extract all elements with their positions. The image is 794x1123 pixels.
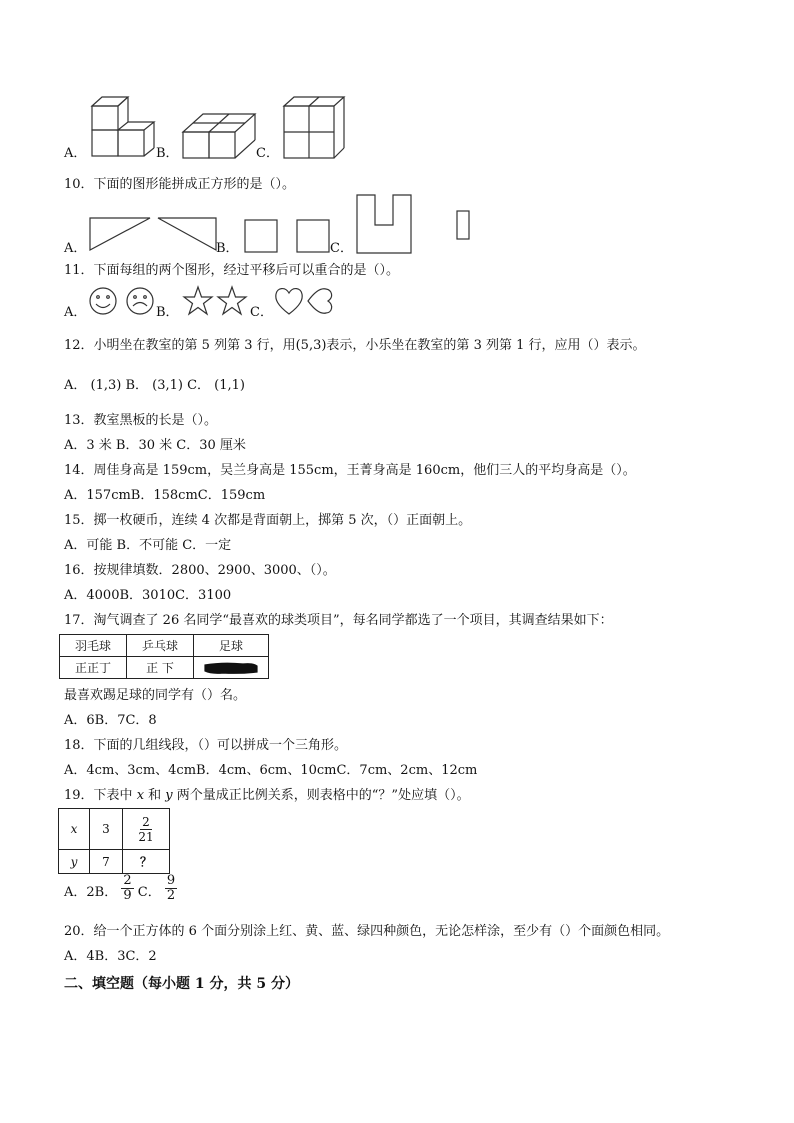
q16-options: A．4000B．3010C．3100 <box>64 588 232 603</box>
ink-blot <box>203 661 259 675</box>
q9-figure-c <box>281 96 347 160</box>
tally-header-badminton: 羽毛球 <box>60 635 127 657</box>
q19-proportion-table <box>58 808 170 874</box>
q19-options: A．2B． $\frac{2}{9}$ C． $\frac{9}{2}$ <box>64 873 176 903</box>
q11-option-b-label: B． <box>156 305 179 320</box>
section-2-title: 二、填空题（每小题 1 分，共 5 分） <box>64 976 299 992</box>
q14-options: A．157cmB．158cmC．159cm <box>64 488 266 503</box>
q17-tally-table <box>59 634 269 679</box>
q10-question: 10．下面的图形能拼成正方形的是（）。 <box>64 177 296 192</box>
xy-cell-y1: 7 <box>90 850 123 874</box>
q11-question: 11．下面每组的两个图形，经过平移后可以重合的是（）。 <box>64 263 400 278</box>
q20-question: 20．给一个正方体的 6 个面分别涂上红、黄、蓝、绿四种颜色，无论怎样涂，至少有（）个面颜色相同。 <box>64 924 670 939</box>
q16-question: 16．按规律填数．2800、2900、3000、（）。 <box>64 563 336 578</box>
q17-options: A．6B．7C．8 <box>64 713 157 728</box>
q10-figure-a-triangles <box>88 216 218 252</box>
q19-question: 19．下表中 x 和 y 两个量成正比例关系，则表格中的“？”处应填（）。 <box>64 788 470 803</box>
q9-option-c-label: C． <box>256 146 279 161</box>
q14-question: 14．周佳身高是 159cm，吴兰身高是 155cm，王菁身高是 160cm，他们三人的平均身高是（）。 <box>64 463 636 478</box>
tally-cell-pingpong: 正 下 <box>127 657 194 679</box>
q11-figure-a-faces <box>88 285 158 319</box>
q12-options: A． (1,3) B． (3,1) C． (1,1) <box>64 378 246 393</box>
xy-cell-y2-unknown: ？ <box>123 850 170 874</box>
q11-figure-c-hearts <box>274 285 344 319</box>
xy-row-label-y: y <box>59 850 90 874</box>
q10-figure-b-squares <box>243 218 333 254</box>
q10-option-c-label: C． <box>330 241 353 256</box>
q10-figure-c-shapes <box>355 193 485 255</box>
tally-cell-football-blot <box>194 657 269 679</box>
tally-header-pingpong: 乒乓球 <box>127 635 194 657</box>
q12-question: 12．小明坐在教室的第 5 列第 3 行，用(5,3)表示，小乐坐在教室的第 3 列第 1 行，应用（）表示。 <box>64 338 646 353</box>
q13-question: 13．教室黑板的长是（）。 <box>64 413 218 428</box>
q18-options: A．4cm、3cm、4cmB．4cm、6cm、10cmC．7cm、2cm、12cm <box>64 763 478 778</box>
q11-option-a-label: A． <box>64 305 87 320</box>
q13-options: A．3 米 B．30 米 C．30 厘米 <box>64 438 246 453</box>
q10-option-b-label: B． <box>216 241 239 256</box>
q11-figure-b-stars <box>182 285 252 319</box>
tally-cell-badminton: 正正丁 <box>60 657 127 679</box>
q9-option-b-label: B． <box>156 146 179 161</box>
q9-option-a-label: A． <box>64 146 87 161</box>
q20-options: A．4B．3C．2 <box>64 949 157 964</box>
xy-cell-x1: 3 <box>90 809 123 850</box>
xy-cell-x2-fraction: $\frac{2}{21}$ <box>123 809 170 850</box>
q9-figure-b <box>180 112 260 160</box>
q9-figure-a <box>89 96 159 158</box>
q11-option-c-label: C． <box>250 305 273 320</box>
xy-row-label-x: x <box>59 809 90 850</box>
tally-header-football: 足球 <box>194 635 269 657</box>
q17-question: 17．淘气调查了 26 名同学“最喜欢的球类项目”，每名同学都选了一个项目，其调查结果如下： <box>64 613 613 628</box>
q10-option-a-label: A． <box>64 241 87 256</box>
q15-options: A．可能 B．不可能 C．一定 <box>64 538 232 553</box>
q18-question: 18．下面的几组线段，（）可以拼成一个三角形。 <box>64 738 348 753</box>
q15-question: 15．掷一枚硬币，连续 4 次都是背面朝上，掷第 5 次，（）正面朝上。 <box>64 513 472 528</box>
q17-followup: 最喜欢踢足球的同学有（）名。 <box>64 688 247 703</box>
